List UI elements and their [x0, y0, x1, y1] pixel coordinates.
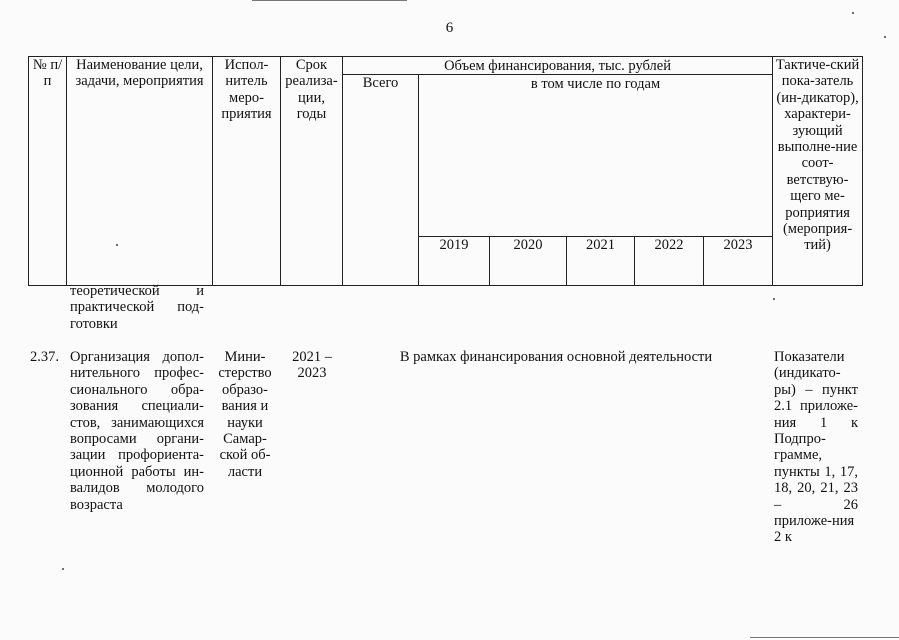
header-year-2019: 2019 [419, 237, 490, 286]
header-table [28, 56, 863, 286]
top-edge-line [252, 0, 407, 1]
header-total: Всего [343, 75, 419, 286]
header-by-years: в том числе по годам [419, 75, 773, 237]
row-executor: Мини-стерство образо-вания и науки Самар-ской об-ласти [218, 349, 272, 480]
row-financing: В рамках финансирования основной деятельности [399, 349, 713, 365]
page-number: 6 [445, 20, 454, 36]
header-financing: Объем финансирования, тыс. рублей [343, 57, 773, 75]
header-year-2021: 2021 [567, 237, 635, 286]
scan-speck [884, 36, 886, 38]
header-year-2020: 2020 [490, 237, 567, 286]
continuation-text: теоретической и практической под-готовки [70, 283, 204, 332]
scan-speck [62, 568, 64, 570]
header-year-2023: 2023 [704, 237, 773, 286]
header-executor: Испол-нитель меро-приятия [213, 57, 281, 286]
scan-speck [852, 12, 854, 14]
row-indicator: Показатели (индикато-ры) – пункт 2.1 приложе-ния 1 к Подпро-грамме, пункты 1, 17, 18, 20, 21, 23 – 26 приложе-ния 2 к [774, 349, 858, 546]
scan-speck [773, 298, 775, 300]
bottom-edge-line [750, 637, 899, 638]
header-year-2022: 2022 [635, 237, 704, 286]
header-term: Срок реализа-ции, годы [281, 57, 343, 286]
row-name: Организация допол-нительного профес-сионального обра-зования специали-стов, занимающихся вопросами органи-зации профориента-ционной работы ин-валидов молодого возраста [70, 349, 204, 513]
header-name: Наименование цели, задачи, мероприятия [67, 57, 213, 286]
header-indicator: Тактиче-ский пока-затель (ин-дикатор), характери-зующий выполне-ние соот-ветствую-щего ме-роприятия (мероприя-тий) [773, 57, 863, 286]
header-num: № п/п [29, 57, 67, 286]
row-term: 2021 – 2023 [292, 349, 332, 382]
row-num: 2.37. [30, 349, 59, 365]
